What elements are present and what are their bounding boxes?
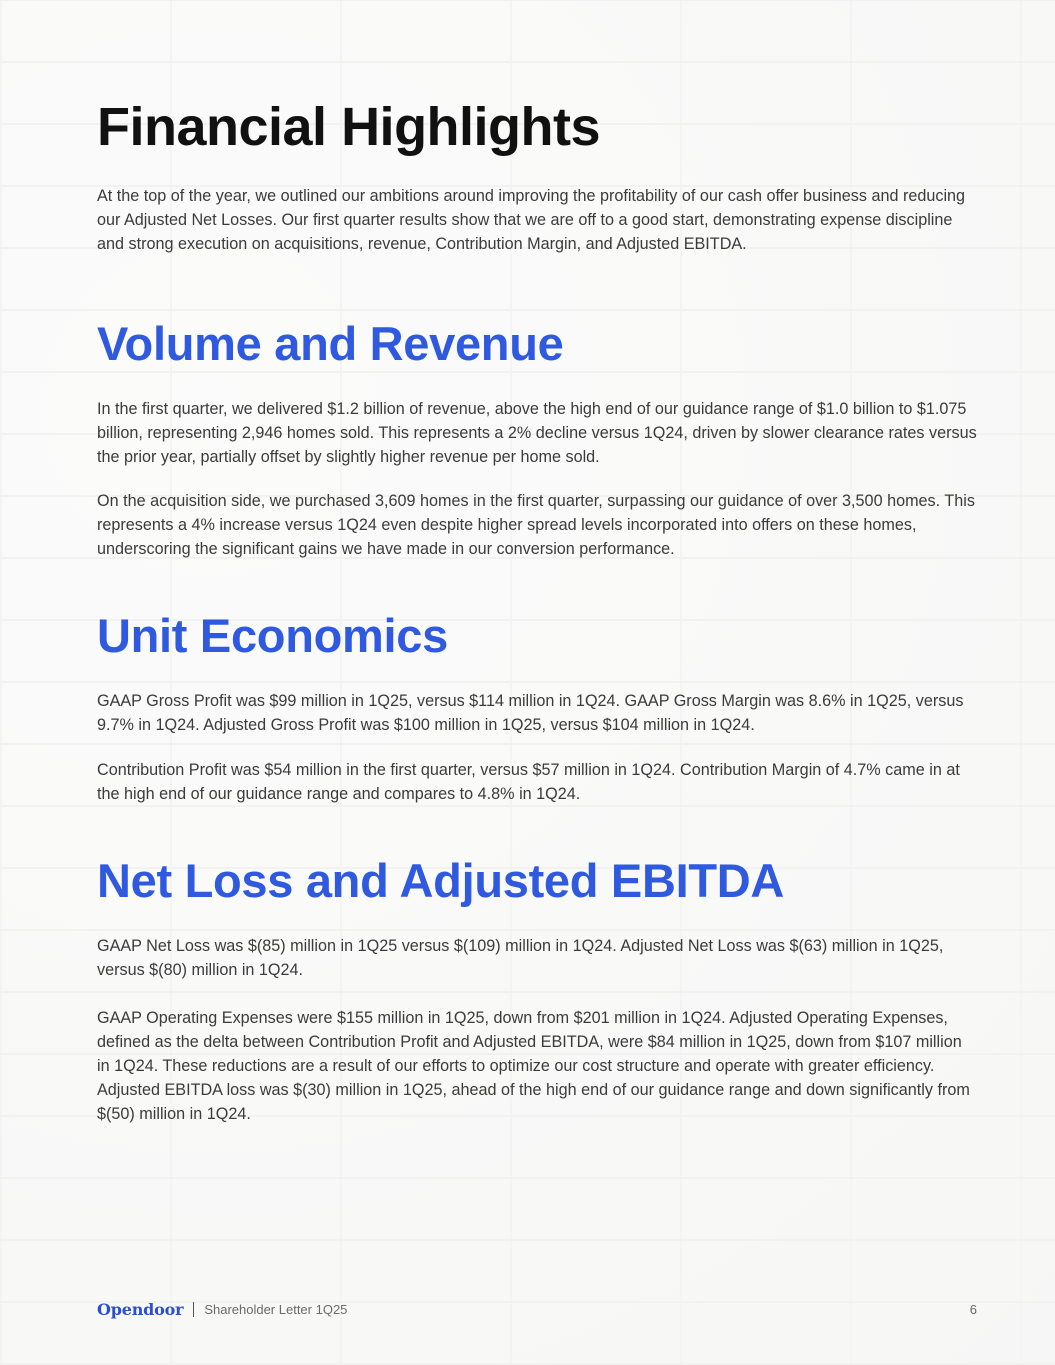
section-heading-net-loss: Net Loss and Adjusted EBITDA	[97, 854, 785, 907]
footer-document-label: Shareholder Letter 1Q25	[204, 1301, 348, 1317]
footer-divider	[193, 1302, 194, 1317]
page-number: 6	[969, 1301, 977, 1317]
unit-economics-paragraph-2: Contribution Profit was $54 million in the first quarter, versus $57 million in 1Q24. Contribution Margin of 4.7% came in at the high end of our guidance range and compares to 4.8% in 1Q24.	[97, 761, 960, 803]
volume-revenue-paragraph-2: On the acquisition side, we purchased 3,609 homes in the first quarter, surpassing our guidance of over 3,500 homes. This represents a 4% increase versus 1Q24 even despite higher spread levels incorporated into offers on these homes, underscoring the significant gains we have made in our conversion performance.	[97, 492, 975, 558]
net-loss-paragraph-1: GAAP Net Loss was $(85) million in 1Q25 versus $(109) million in 1Q24. Adjusted Net Loss was $(63) million in 1Q25, versus $(80) million in 1Q24.	[97, 937, 944, 979]
section-heading-unit-economics: Unit Economics	[97, 609, 448, 662]
section-heading-volume-revenue: Volume and Revenue	[97, 317, 564, 370]
page-footer	[97, 1298, 977, 1320]
intro-paragraph: At the top of the year, we outlined our ambitions around improving the profitability of our cash offer business and reducing our Adjusted Net Losses. Our first quarter results show that we are off to a good start, demonstrating expense discipline and strong execution on acquisitions, revenue, Contribution Margin, and Adjusted EBITDA.	[97, 187, 966, 253]
unit-economics-paragraph-1: GAAP Gross Profit was $99 million in 1Q25, versus $114 million in 1Q24. GAAP Gross Margin was 8.6% in 1Q25, versus 9.7% in 1Q24. Adjusted Gross Profit was $100 million in 1Q25, versus $104 million in 1Q24.	[97, 692, 964, 734]
opendoor-logo: Opendoor	[97, 1299, 184, 1319]
net-loss-paragraph-2: GAAP Operating Expenses were $155 million in 1Q25, down from $201 million in 1Q24. Adjusted Operating Expenses, defined as the delta between Contribution Profit and Adjusted EBITDA, were $84 million in 1Q25, down from $107 million in 1Q24. These reductions are a result of our efforts to optimize our cost structure and operate with greater efficiency. Adjusted EBITDA loss was $(30) million in 1Q25, ahead of the high end of our guidance range and down significantly from $(50) million in 1Q24.	[97, 1009, 970, 1123]
volume-revenue-paragraph-1: In the first quarter, we delivered $1.2 billion of revenue, above the high end of our guidance range of $1.0 billion to $1.075 billion, representing 2,946 homes sold. This represents a 2% decline versus 1Q24, driven by slower clearance rates versus the prior year, partially offset by slightly higher revenue per home sold.	[97, 400, 977, 466]
page-title: Financial Highlights	[97, 97, 601, 157]
